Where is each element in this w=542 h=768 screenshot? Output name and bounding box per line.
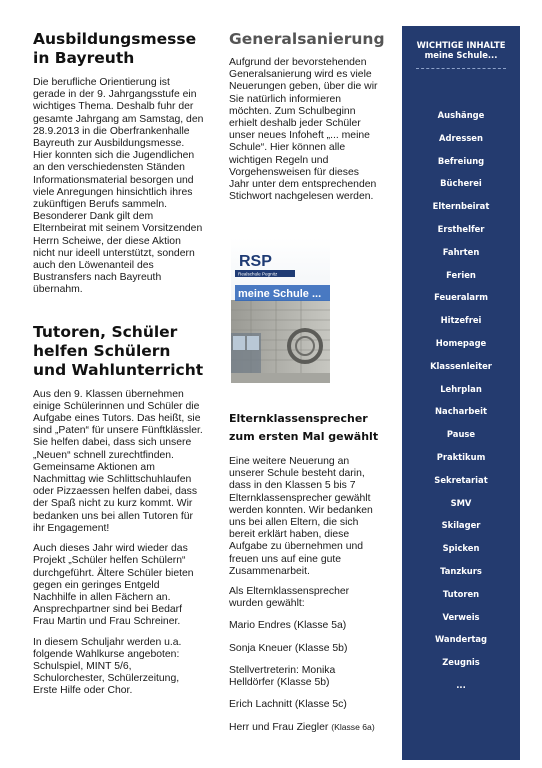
sidebar-item[interactable]: Skilager (441, 520, 481, 531)
sidebar-divider (416, 68, 506, 69)
sidebar-item[interactable]: Hitzefrei (440, 315, 482, 326)
article-text-elternklassensprecher-p2: Als Elternklassensprecher wurden gewählt: (229, 586, 350, 610)
elected-names-list (229, 620, 381, 734)
sidebar-item[interactable]: ... (456, 679, 466, 690)
elected-name: Mario Endres (Klasse 5a) (229, 620, 347, 632)
sidebar-item[interactable]: Wandertag (434, 634, 487, 645)
left-column (33, 0, 205, 698)
sidebar-item[interactable]: Befreiung (437, 155, 485, 166)
sidebar-item[interactable]: Adressen (439, 132, 483, 143)
elected-name-ziegler: Herr und Frau Ziegler (229, 722, 329, 734)
sidebar-item[interactable]: Praktikum (436, 451, 486, 462)
sidebar-item[interactable]: Bücherei (440, 178, 482, 189)
sidebar-item[interactable]: Fahrten (442, 246, 480, 257)
article-title-generalsanierung: Generalsanierung (229, 30, 385, 48)
sidebar-item[interactable]: Ferien (446, 269, 476, 280)
sidebar-item[interactable]: Pause (446, 429, 476, 440)
elected-name-last (229, 721, 381, 734)
elected-name: Stellvertreterin: Monika Helldörfer (Klasse 5b) (229, 664, 336, 689)
elected-name-ziegler-class: (Klasse 6a) (331, 722, 375, 733)
sidebar-index (402, 26, 520, 760)
article-text-elternklassensprecher-p1: Eine weitere Neuerung an unserer Schule besteht darin, dass in den Klassen 5 bis 7 Elternklassensprecher gewählt werden konnten. Wir bedanken uns bei allen Eltern, die sich bereit erklärt haben, diese Aufgabe zu übernehmen und freuen uns auf eine gute Zusammenarbeit. (229, 456, 373, 577)
sidebar-item[interactable]: Ersthelfer (437, 223, 485, 234)
sidebar-menu (402, 104, 520, 697)
article-text-tutoren-p3: In diesem Schuljahr werden u.a. folgende Wahlkurse angeboten: Schulspiel, MINT 5/6, Schulorchester, Schülerzeitung, Erste Hilfe oder Chor. (33, 636, 182, 697)
middle-column-lower (229, 410, 381, 735)
sidebar-item[interactable]: Tutoren (442, 588, 480, 599)
sidebar-item[interactable]: Zeugnis (442, 657, 480, 668)
sidebar-item[interactable]: Verweis (442, 611, 480, 622)
middle-column (229, 0, 385, 203)
sidebar-item[interactable]: SMV (450, 497, 472, 508)
article-text-generalsanierung: Aufgrund der bevorstehenden Generalsanierung wird es viele Neuerungen geben, über die wir Sie natürlich informieren möchten. Zum Schulbeginn erhielt deshalb jeder Schüler unser neues Infoheft „... meine Schule“. Hier können alle wichtigen Regeln und Vorgehensweisen für dieses Jahr unter dem entsprechenden Stichwort nachgelesen werden. (229, 57, 378, 203)
sidebar-item[interactable]: Homepage (435, 337, 487, 348)
school-building-image (231, 238, 330, 383)
sidebar-item[interactable]: Spicken (442, 543, 480, 554)
elected-name: Erich Lachnitt (Klasse 5c) (229, 699, 347, 711)
sidebar-item[interactable]: Sekretariat (434, 474, 488, 485)
banner-text: meine Schule ... (238, 288, 322, 300)
article-title-elternklassensprecher: Elternklassensprecher zum ersten Mal gewählt (229, 412, 379, 443)
sidebar-item[interactable]: Aushänge (437, 110, 485, 120)
article-title-ausbildungsmesse: Ausbildungsmesse in Bayreuth (33, 30, 197, 67)
rsp-logo-subtitle: Realschule Pegnitz (238, 271, 278, 277)
sidebar-item[interactable]: Lehrplan (440, 383, 482, 394)
article-text-ausbildungsmesse: Die berufliche Orientierung ist gerade in der 9. Jahrgangsstufe ein wichtiges Thema. Deshalb fuhr der gesamte Jahrgang am Samstag, den 28.9.2013 in die Oberfrankenhalle Bayreuth zur Ausbildungsmesse. Hier konnten sich die Jugendlichen an den verschiedensten Ständen Informationsmaterial besorgen und viele Anregungen hinsichtlich ihres zukünftigen Berufs sammeln. Besonderer Dank gilt dem Elternbeirat mit seinem Vorsitzenden Herrn Scheiwe, der diese Aktion nicht nur ideell unterstützt, sondern auch den Löwenanteil des Bustransfers nach Bayreuth übernahm. (33, 77, 204, 296)
rsp-logo-text: RSP (239, 253, 272, 270)
sidebar-item[interactable]: Tanzkurs (440, 565, 482, 576)
sidebar-item[interactable]: Nacharbeit (435, 406, 487, 417)
article-title-tutoren: Tutoren, Schüler helfen Schülern und Wahlunterricht (33, 322, 204, 379)
sidebar-title: WICHTIGE INHALTE meine Schule... (416, 40, 506, 61)
elected-name: Sonja Kneuer (Klasse 5b) (229, 642, 348, 654)
school-photo (231, 238, 330, 383)
sidebar-item[interactable]: Feueralarm (434, 292, 488, 303)
article-text-tutoren-p1: Aus den 9. Klassen übernehmen einige Schülerinnen und Schüler die Aufgabe eines Tutors. Das heißt, sie sind „Paten“ für unsere Fünftklässler. Sie helfen dabei, dass sich unsere „Neuen“ schnell zurechtfinden. Gemeinsame Aktionen am Nachmittag wie Schlittschuhlaufen oder Pizzaessen helfen dabei, dass der Spaß nicht zu kurz kommt. Wir bedanken uns bei allen Tutoren für ihr Engagement! (33, 388, 203, 534)
article-text-tutoren-p2: Auch dieses Jahr wird wieder das Projekt „Schüler helfen Schülern“ durchgeführt. Ältere Schüler bieten gegen ein geringes Entgeld Nachhilfe in allen Fächern an. Ansprechpartner sind bei Bedarf Frau Martin und Frau Schreiner. (33, 543, 194, 628)
sidebar-item[interactable]: Klassenleiter (430, 360, 492, 371)
sidebar-item[interactable]: Elternbeirat (432, 201, 490, 212)
